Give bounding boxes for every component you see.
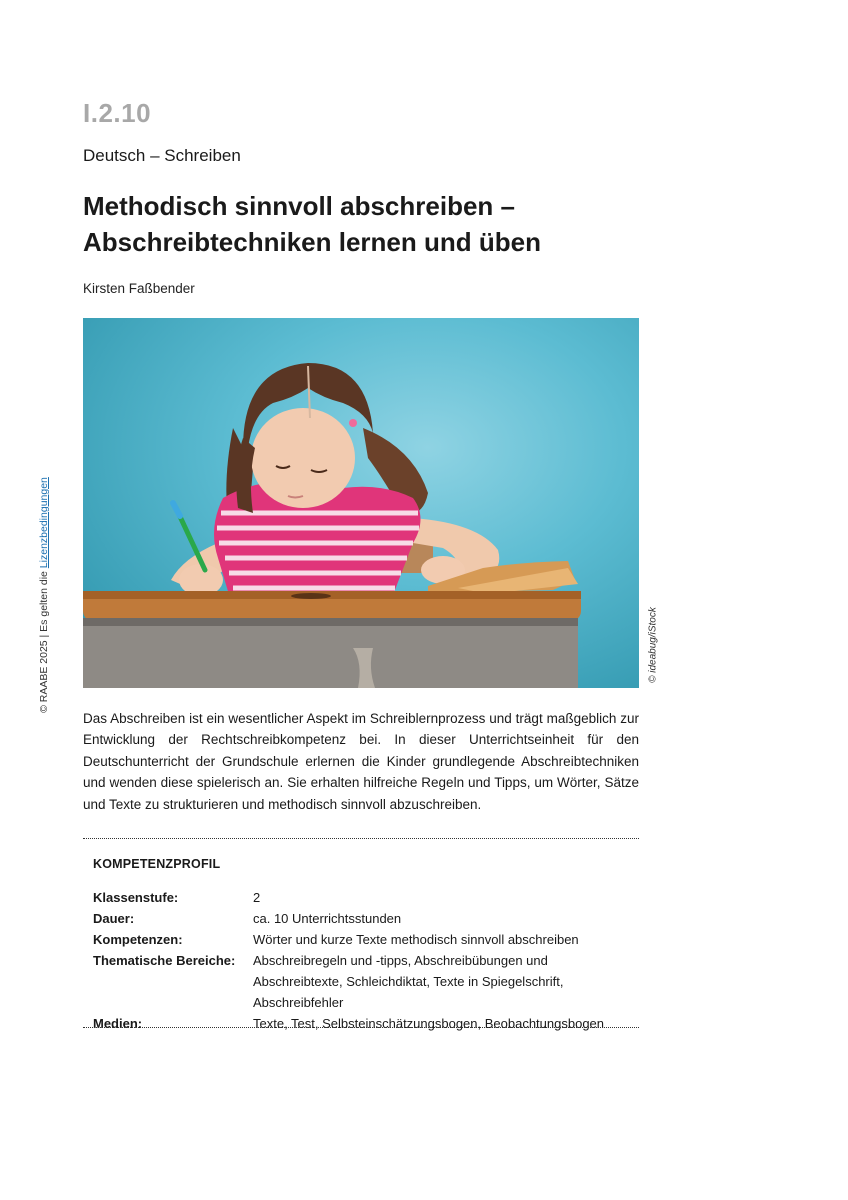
intro-paragraph: Das Abschreiben ist ein wesentlicher Aspekt im Schreiblernprozess und trägt maßgeblich zur Entwicklung der Rechtschreibkompetenz bei. In dieser Unterrichtseinheit für den Deutschunterricht der Grundschule erlernen die Kinder grundlegende Abschreibtechniken und wenden diese spielerisch an. Sie erhalten hilfreiche Regeln und Tipps, um Wörter, Sätze und Texte zu strukturieren und methodisch sinnvoll abzuschreiben. xyxy=(83,711,639,812)
table-row xyxy=(93,950,633,1013)
row-label: Kompetenzen: xyxy=(93,932,183,947)
row-label: Klassenstufe: xyxy=(93,890,179,905)
copyright-text: © RAABE 2025 | Es gelten die xyxy=(38,568,50,713)
license-link[interactable]: Lizenzbedingungen xyxy=(38,477,50,569)
row-label: Medien: xyxy=(93,1016,143,1031)
girl-writing-illustration xyxy=(83,318,639,688)
row-label: Dauer: xyxy=(93,911,135,926)
kompetenzprofil-table xyxy=(93,887,633,1034)
author: Kirsten Faßbender xyxy=(83,281,195,296)
table-row xyxy=(93,908,633,929)
row-value: 2 xyxy=(253,890,261,905)
kompetenzprofil-heading: KOMPETENZPROFIL xyxy=(93,857,221,871)
cover-photo xyxy=(83,318,639,688)
row-label: Thematische Bereiche: xyxy=(93,953,236,968)
row-value: ca. 10 Unterrichtsstunden xyxy=(253,911,402,926)
table-row xyxy=(93,1013,633,1034)
table-row xyxy=(93,929,633,950)
divider-top xyxy=(83,838,639,839)
row-value: Abschreibregeln und -tipps, Abschreibübungen und Abschreibtexte, Schleichdiktat, Texte in Spiegelschrift, Abschreibfehler xyxy=(253,953,564,1010)
title-line-2: Abschreibtechniken lernen und üben xyxy=(83,227,541,257)
title-line-1: Methodisch sinnvoll abschreiben – xyxy=(83,191,515,221)
row-value: Wörter und kurze Texte methodisch sinnvoll abschreiben xyxy=(253,932,579,947)
divider-bottom xyxy=(83,1027,639,1028)
subject-heading: Deutsch – Schreiben xyxy=(83,146,241,165)
photo-credit: © ideabug/iStock xyxy=(647,607,659,683)
page-title xyxy=(83,188,643,260)
section-number: I.2.10 xyxy=(83,98,152,128)
table-row xyxy=(93,887,633,908)
license-notice xyxy=(38,477,50,713)
row-value: Texte, Test, Selbsteinschätzungsbogen, Beobachtungsbogen xyxy=(253,1016,605,1031)
